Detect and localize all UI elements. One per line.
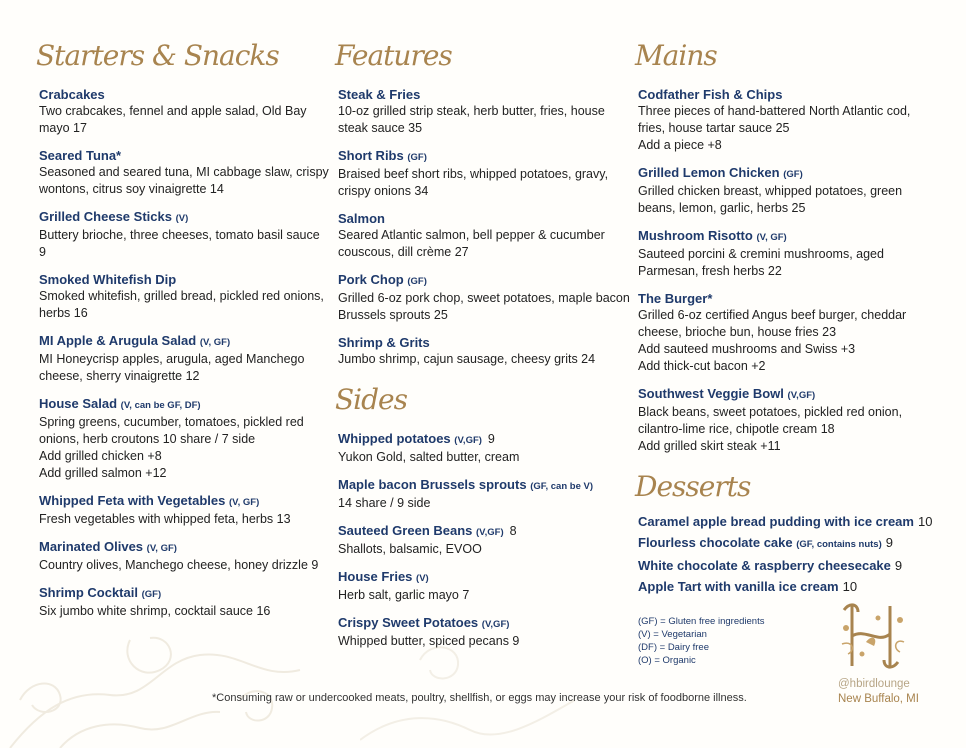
legend-item: (V) = Vegetarian: [638, 629, 707, 640]
dietary-tag: (GF): [783, 169, 803, 180]
menu-item-name: [638, 290, 938, 307]
menu-item-name-text: Shrimp & Grits: [338, 335, 430, 350]
dietary-tag: (GF, can be V): [530, 481, 594, 492]
dessert-name: Flourless chocolate cake: [638, 535, 793, 550]
menu-item: [39, 492, 329, 528]
menu-item-name-text: Southwest Veggie Bowl: [638, 386, 784, 401]
menu-item-name: [338, 568, 630, 587]
sides-section-title: Sides: [335, 383, 407, 416]
menu-item-name: [39, 271, 329, 288]
hummingbird-monogram-logo: [838, 598, 910, 674]
menu-item: [39, 208, 329, 261]
menu-item-name: [39, 147, 329, 164]
menu-item-description: Seared Atlantic salmon, bell pepper & cucumber couscous, dill crème 27: [338, 228, 605, 259]
location-text: New Buffalo, MI: [838, 693, 919, 705]
menu-item-description: Shallots, balsamic, EVOO: [338, 542, 482, 556]
dietary-tag: (V, can be GF, DF): [120, 400, 201, 411]
menu-item-description: Grilled 6-oz certified Angus beef burger, cheddar cheese, brioche bun, house fries 23: [638, 308, 907, 339]
menu-item-name-text: Shrimp Cocktail: [39, 585, 138, 600]
desserts-section-title: Desserts: [635, 470, 751, 503]
dietary-tag: (V, GF): [199, 337, 231, 348]
legend-item: (DF) = Dairy free: [638, 642, 709, 653]
menu-item-name: [338, 210, 630, 227]
features-section-title: Features: [335, 39, 452, 72]
menu-item-description: Two crabcakes, fennel and apple salad, Old Bay mayo 17: [39, 104, 307, 135]
menu-item-name: [338, 522, 630, 541]
dietary-tag: (V): [416, 573, 429, 584]
menu-item-name-text: Short Ribs: [338, 148, 404, 163]
menu-item-name-text: Steak & Fries: [338, 87, 421, 102]
menu-item-name-text: House Salad: [39, 396, 118, 411]
menu-item: [638, 227, 938, 280]
menu-item: [338, 614, 630, 650]
menu-item-name: [39, 492, 329, 511]
menu-item-name-text: Salmon: [338, 211, 385, 226]
menu-item-name-text: MI Apple & Arugula Salad: [39, 333, 197, 348]
menu-item-name-text: Pork Chop: [338, 272, 404, 287]
mains-column: [635, 38, 938, 597]
dietary-tag: (V,GF): [454, 435, 482, 446]
menu-item-description: Add sauteed mushrooms and Swiss +3: [638, 342, 856, 356]
menu-item-name-text: Whipped potatoes: [338, 431, 451, 446]
menu-item: [338, 522, 630, 558]
dessert-item: [638, 555, 938, 576]
menu-item-name: [39, 332, 329, 351]
menu-item: [39, 584, 329, 620]
menu-item: [338, 210, 630, 261]
menu-item-description: Grilled 6-oz pork chop, sweet potatoes, maple bacon Brussels sprouts 25: [338, 291, 630, 322]
menu-item-name: [338, 86, 630, 103]
menu-item-name-text: Crispy Sweet Potatoes: [338, 615, 479, 630]
dessert-price: 10: [917, 514, 933, 529]
menu-item-description: Spring greens, cucumber, tomatoes, pickled red onions, herb croutons 10 share / 7 side: [39, 415, 304, 446]
menu-item-name: [338, 147, 630, 166]
menu-item: [638, 164, 938, 217]
menu-item: [39, 147, 329, 198]
starters-column: [36, 38, 329, 630]
menu-item-description: Three pieces of hand-battered North Atlantic cod, fries, house tartar sauce 25: [638, 104, 911, 135]
menu-item-name-text: Codfather Fish & Chips: [638, 87, 783, 102]
features-column: [335, 38, 630, 660]
social-handle: @hbirdlounge: [838, 678, 910, 690]
menu-item-description: Grilled chicken breast, whipped potatoes, green beans, lemon, garlic, herbs 25: [638, 184, 903, 215]
menu-item-description: Add grilled skirt steak +11: [638, 439, 781, 453]
menu-item-description: Jumbo shrimp, cajun sausage, cheesy grits 24: [338, 352, 596, 366]
menu-item-name-text: Marinated Olives: [39, 539, 144, 554]
dietary-tag: (V, GF): [756, 232, 787, 243]
dessert-name: Apple Tart with vanilla ice cream: [638, 579, 839, 594]
dietary-tag: (GF): [407, 276, 427, 287]
menu-item-name: [338, 476, 630, 495]
menu-item-description: Sauteed porcini & cremini mushrooms, aged Parmesan, fresh herbs 22: [638, 247, 884, 278]
menu-item-name-text: Whipped Feta with Vegetables: [39, 493, 226, 508]
mains-list: [638, 86, 938, 455]
menu-item: [39, 332, 329, 385]
menu-item-name: [338, 334, 630, 351]
menu-item-description: Add thick-cut bacon +2: [638, 359, 766, 373]
menu-item-name-text: Seared Tuna*: [39, 148, 122, 163]
dietary-tag: (V,GF): [476, 527, 504, 538]
menu-item: [39, 395, 329, 482]
menu-item: [338, 271, 630, 324]
dessert-price: 9: [885, 535, 893, 550]
dessert-item: [638, 532, 938, 555]
menu-item: [39, 86, 329, 137]
menu-item-description: 14 share / 9 side: [338, 496, 431, 510]
menu-item: [338, 476, 630, 512]
menu-item-name-text: Grilled Lemon Chicken: [638, 165, 780, 180]
dietary-tag: (V,GF): [481, 619, 510, 630]
menu-item-description: Black beans, sweet potatoes, pickled red onion, cilantro-lime rice, chipotle cream 18: [638, 405, 903, 436]
menu-item-description: Buttery brioche, three cheeses, tomato basil sauce 9: [39, 228, 320, 259]
menu-item-name: [638, 227, 938, 246]
menu-item-name: [39, 538, 329, 557]
menu-item: [338, 86, 630, 137]
dessert-price: 10: [842, 579, 858, 594]
menu-item-name: [39, 395, 329, 414]
menu-item: [638, 86, 938, 154]
dessert-name: White chocolate & raspberry cheesecake: [638, 558, 891, 573]
menu-item-description: Add a piece +8: [638, 138, 722, 152]
menu-item: [338, 568, 630, 604]
menu-item-description: Whipped butter, spiced pecans 9: [338, 634, 520, 648]
menu-item-description: Add grilled salmon +12: [39, 466, 167, 480]
dietary-tag: (GF, contains nuts): [796, 539, 882, 550]
dietary-tag: (GF): [407, 152, 427, 163]
health-advisory-footnote: *Consuming raw or undercooked meats, poultry, shellfish, or eggs may increase your risk of foodborne illness.: [212, 692, 747, 704]
menu-item-name-text: Grilled Cheese Sticks: [39, 209, 172, 224]
menu-item-description: Six jumbo white shrimp, cocktail sauce 16: [39, 604, 271, 618]
legend-item: (GF) = Gluten free ingredients: [638, 616, 765, 627]
dietary-tag: (V, GF): [146, 543, 177, 554]
dietary-tag: (V): [175, 213, 189, 224]
menu-item-name-text: Mushroom Risotto: [638, 228, 753, 243]
menu-item-price: 9: [487, 432, 495, 446]
menu-item-description: Yukon Gold, salted butter, cream: [338, 450, 520, 464]
dessert-item: [638, 576, 938, 597]
starters-section-title: Starters & Snacks: [36, 39, 279, 72]
menu-item-description: Seasoned and seared tuna, MI cabbage slaw, crispy wontons, citrus soy vinaigrette 14: [39, 165, 329, 196]
menu-item-name: [39, 86, 329, 103]
dietary-legend: [638, 615, 764, 667]
dessert-item: [638, 511, 938, 532]
dessert-price: 9: [894, 558, 903, 573]
menu-item-description: Fresh vegetables with whipped feta, herbs 13: [39, 512, 291, 526]
menu-item-description: Smoked whitefish, grilled bread, pickled red onions, herbs 16: [39, 289, 324, 320]
dietary-tag: (V, GF): [229, 497, 260, 508]
menu-item: [638, 385, 938, 455]
menu-item-name-text: Sauteed Green Beans: [338, 523, 473, 538]
menu-item: [39, 271, 329, 322]
menu-item-description: 10-oz grilled strip steak, herb butter, fries, house steak sauce 35: [338, 104, 605, 135]
menu-item-name: [638, 385, 938, 404]
menu-item-name: [338, 614, 630, 633]
menu-item: [39, 538, 329, 574]
starters-list: [39, 86, 329, 620]
menu-item: [338, 147, 630, 200]
menu-item-name-text: Smoked Whitefish Dip: [39, 272, 177, 287]
menu-item-name-text: Crabcakes: [39, 87, 105, 102]
desserts-list: [638, 511, 938, 597]
menu-item-name: [39, 584, 329, 603]
menu-item-name-text: The Burger*: [638, 291, 713, 306]
dietary-tag: (V,GF): [787, 390, 816, 401]
features-list: [338, 86, 630, 368]
menu-item-price: 8: [509, 524, 517, 538]
menu-item-name: [638, 164, 938, 183]
menu-item-description: Add grilled chicken +8: [39, 449, 162, 463]
dessert-name: Caramel apple bread pudding with ice cream: [638, 514, 914, 529]
menu-item-name-text: House Fries: [338, 569, 413, 584]
menu-item-description: MI Honeycrisp apples, arugula, aged Manchego cheese, sherry vinaigrette 12: [39, 352, 305, 383]
menu-item-name-text: Maple bacon Brussels sprouts: [338, 477, 527, 492]
menu-item: [638, 290, 938, 375]
menu-item-name: [638, 86, 938, 103]
menu-item-description: Braised beef short ribs, whipped potatoes, gravy, crispy onions 34: [338, 167, 609, 198]
sides-list: [338, 430, 630, 650]
legend-item: (O) = Organic: [638, 655, 696, 666]
menu-item: [338, 430, 630, 466]
menu-item-description: Country olives, Manchego cheese, honey drizzle 9: [39, 558, 319, 572]
dietary-tag: (GF): [141, 589, 162, 600]
menu-item: [338, 334, 630, 368]
mains-section-title: Mains: [635, 39, 717, 72]
menu-item-name: [39, 208, 329, 227]
menu-item-name: [338, 430, 630, 449]
menu-item-name: [338, 271, 630, 290]
menu-item-description: Herb salt, garlic mayo 7: [338, 588, 470, 602]
social-info: [838, 677, 919, 707]
